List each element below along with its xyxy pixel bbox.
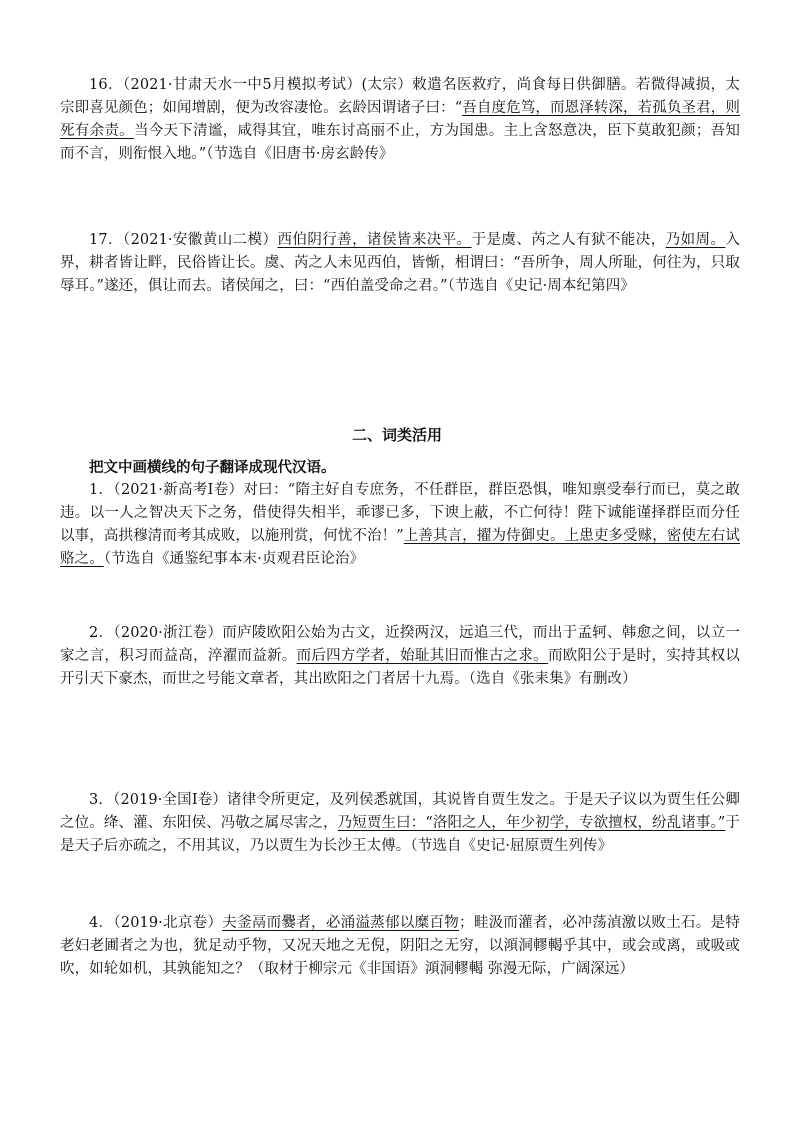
section-instruction: 把文中画横线的句子翻译成现代汉语。	[89, 460, 336, 476]
question-1: 1．（2021·新高考Ⅰ卷）对曰：“隋主好自专庶务，不任群臣，群臣恐惧，唯知禀受奉行而已，莫之敢违。以一人之智决天下之务，借使得失相半，乖谬已多，下谀上蔽，不亡何待！陛下诚能谨择群臣而分任以事，高拱穆清而考其成败，以施刑赏，何忧不治！”上善其言，擢为侍御史。上患吏多受赇，密使左右试赂之。（节选自《通鉴纪事本末·贞观君臣论治》	[60, 482, 740, 567]
underlined-sentence: 西伯阴行善，诸侯皆来决平。	[277, 232, 472, 248]
underlined-sentence: 上善其言，擢为侍御史。上患吏多受赇，密使左右试赂之。	[60, 528, 740, 567]
underlined-sentence: 夫釜鬲而爨者，必涌溢蒸郁以糜百物	[222, 915, 460, 931]
question-17: 17．（2021·安徽黄山二模）西伯阴行善，诸侯皆来决平。于是虞、芮之人有狱不能决，乃如周。入界，耕者皆让畔，民俗皆让长。虞、芮之人未见西伯，皆惭，相谓曰：“吾所争，周人所耻，何往为，只取辱耳。”遂还，俱让而去。诸侯闻之，曰：“西伯盖受命之君。”（节选自《史记·周本纪第四》	[60, 232, 741, 294]
question-4: 4．（2019·北京卷）夫釜鬲而爨者，必涌溢蒸郁以糜百物；畦汲而灌者，必冲荡湞激以败土石。是特老妇老圃者之为也，犹足动乎物，又况天地之无倪，阴阳之无穷，以澒洞轇輵乎其中，或会或离，或吸或吹，如轮如机，其孰能知之？（取材于柳宗元《非国语》澒洞轇輵 弥漫无际，广阔深远）	[60, 915, 740, 977]
underlined-sentence: 吾自度危笃，而恩泽转深，若孤负圣君，则死有余责。	[60, 100, 740, 139]
question-3: 3．（2019·全国Ⅰ卷）诸律令所更定，及列侯悉就国，其说皆自贾生发之。于是天子议以为贾生任公卿之位。绛、灌、东阳侯、冯敬之属尽害之，乃短贾生曰：“洛阳之人，年少初学，专欲擅权，纷乱诸事。”于是天子后亦疏之，不用其议，乃以贾生为长沙王太傅。（节选自《史记·屈原贾生列传》	[60, 792, 741, 854]
underlined-sentence: 乃如周。	[665, 232, 726, 248]
underlined-sentence: 而后四方学者，始耻其旧而惟古之求。	[296, 648, 548, 664]
question-16: 16．（2021·甘肃天水一中5月模拟考试）(太宗）敕遣名医救疗，尚食每日供御膳。若微得减损，太宗即喜见颜色；如闻增剧，便为改容凄怆。玄龄因谓诸子曰：“吾自度危笃，而恩泽转深，若孤负圣君，则死有余责。当今天下清谧，咸得其宜，唯东讨高丽不止，方为国患。主上含怒意决，臣下莫敢犯颜；吾知而不言，则衔恨入地。”（节选自《旧唐书·房玄龄传》	[60, 77, 740, 162]
section-title: 二、词类活用	[351, 426, 442, 444]
question-2: 2．（2020·浙江卷）而庐陵欧阳公始为古文，近揆两汉，远追三代，而出于孟轲、韩愈之间，以立一家之言，积习而益高，淬濯而益新。而后四方学者，始耻其旧而惟古之求。而欧阳公于是时，实持其权以开引天下豪杰，而世之号能文章者，其出欧阳之门者居十九焉。（选自《张耒集》有删改）	[60, 625, 740, 687]
underlined-sentence: 乃短贾生曰：“洛阳之人，年少初学，专欲擅权，纷乱诸事。”	[337, 815, 726, 831]
